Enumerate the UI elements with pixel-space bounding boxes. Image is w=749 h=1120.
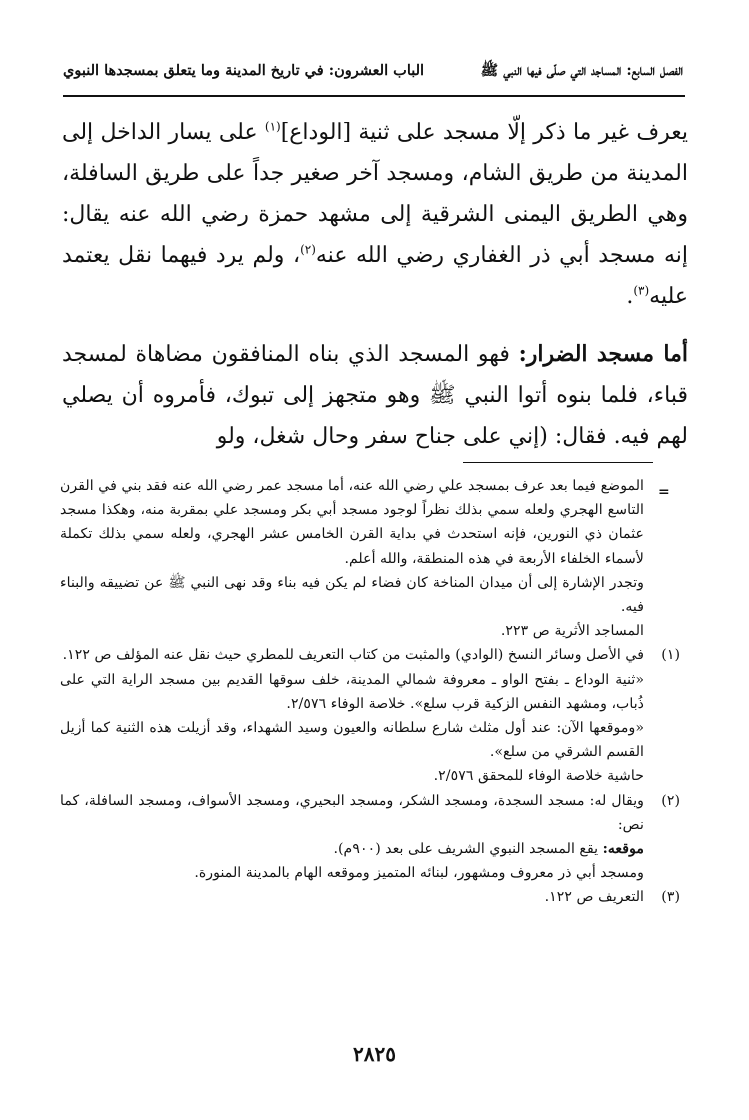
header-rule <box>63 95 685 97</box>
footnote-2: (٢) ويقال له: مسجد السجدة، ومسجد الشكر، ومسجد البحيري، ومسجد الأسواف، ومسجد السافلة، كما نص: موقعه: يقع المسجد النبوي الشريف على بعد (٩٠٠م). ومسجد أبي ذر معروف ومشهور، لبنائه المتميز وموقعه الهام بالمدينة المنورة. <box>60 789 680 886</box>
footnote-continued-text: وتجدر الإشارة إلى أن ميدان المناخة كان فضاء لم يكن فيه بناء وقد نهى النبي ﷺ عن تضييقه والبناء فيه. <box>60 574 644 616</box>
main-text <box>62 112 688 457</box>
running-header <box>63 58 683 90</box>
paragraph-1: يعرف غير ما ذكر إلّا مسجد على ثنية [الوداع]$^{(١)}$ على يسار الداخل إلى المدينة من طريق الشام، ومسجد آخر صغير جداً على طريق السافلة، وهي الطريق اليمنى الشرقية إلى مشهد حمزة رضي الله عنه يقال: إنه مسجد أبي ذر الغفاري رضي الله عنه$^{(٢)}$، ولم يرد فيهما نقل يعتمد عليه$^{(٣)}$. <box>62 119 689 309</box>
footnote-3: (٣) التعريف ص ١٢٢. <box>60 885 680 909</box>
footnote-1-number: (١) <box>661 647 680 664</box>
paragraph-2: أما مسجد الضرار: فهو المسجد الذي بناه المنافقون مضاهاة لمسجد قباء، فلما بنوه أتوا النبي ﷺ وهو متجهز إلى تبوك، فأمروه أن يصلي لهم فيه. فقال: (إني على جناح سفر وحال شغل، ولو <box>62 341 688 449</box>
footnote-3-number: (٣) <box>661 889 680 906</box>
footnote-separator <box>463 462 653 463</box>
footnote-2-number: (٢) <box>661 792 680 809</box>
paragraph-2-lead: أما مسجد الضرار: <box>518 341 688 367</box>
footnote-ref-1: (١) <box>264 119 281 134</box>
footnotes <box>60 474 680 910</box>
footnote-1: (١) في الأصل وسائر النسخ (الوادي) والمثبت من كتاب التعريف للمطري حيث نقل عنه المؤلف ص ١٢٢. «ثنية الوداع ـ بفتح الواو ـ معروفة شمالي المدينة، خلف سوقها القديم بين مسجد الراية التي على ذُباب، ومشهد النفس الزكية قرب سلع». خلاصة الوفاء ٢/٥٧٦. «وموقعها الآن: عند أول مثلث شارع سلطانه والعيون وسيد الشهداء، وقد أزيلت هذه الثنية كما أزيل القسم الشرقي من سلع». حاشية خلاصة الوفاء للمحقق ٢/٥٧٦. <box>60 643 680 788</box>
footnote-ref-3: (٣) <box>633 283 650 298</box>
footnote-ref-2: (٢) <box>300 242 316 257</box>
header-chapter-title: الفصل السابع: المساجد التي صلّى فيها النبي ﷺ <box>480 62 683 79</box>
footnote-continued-source: المساجد الأثرية ص ٢٢٣. <box>500 623 644 640</box>
footnote-continued-text: الموضع فيما بعد عرف بمسجد علي رضي الله عنه، أما مسجد عمر رضي الله عنه فقد بني في القرن التاسع الهجري ولعله سمي بذلك نظراً لوجود مسجد أبي بكر ومسجد علي بمقربة منه، وهكذا مسجد عثمان ذي النورين، فإنه استحدث في بداية القرن الخامس عشر الهجري، ولعله سمي بذلك تكملة لأسماء الخلفاء الأربعة في هذه المنطقة، والله أعلم. <box>60 478 644 567</box>
header-section-title: الباب العشرون: في تاريخ المدينة وما يتعلق بمسجدها النبوي <box>63 62 425 79</box>
page-number: ٢٨٢٥ <box>353 1042 396 1066</box>
footnote-continuation-mark: = <box>658 484 670 500</box>
